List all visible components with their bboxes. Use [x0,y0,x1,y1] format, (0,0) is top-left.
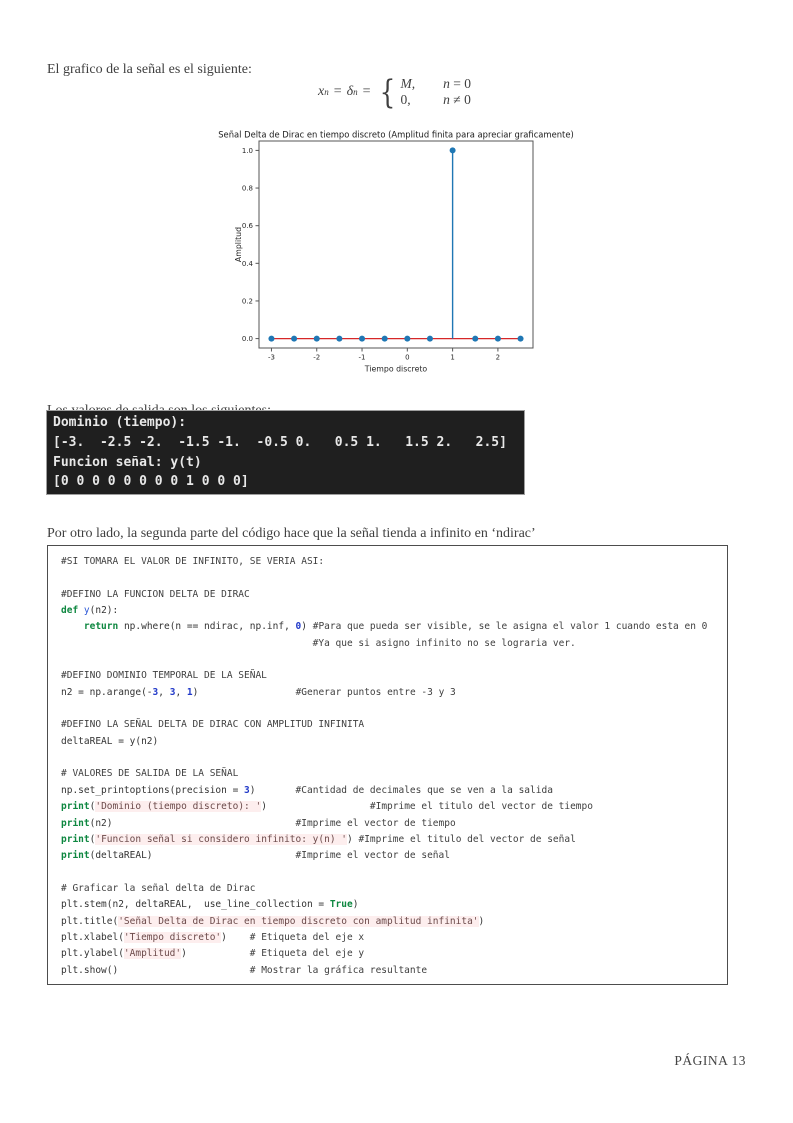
data-point [382,336,388,342]
data-point [472,336,478,342]
console-line: Dominio (tiempo): [53,415,187,430]
intro-paragraph: El grafico de la señal es el siguiente: [47,62,252,77]
equation-cases: M, n = 0 0, n ≠ 0 [400,76,472,107]
code-line: n2 = np.arange(-3, 3, 1) #Generar puntos entre -3 y 3 [61,686,456,698]
y-tick-label: 1.0 [241,146,253,155]
code-line: #DEFINO LA SEÑAL DELTA DE DIRAC CON AMPLITUD INFINITA [61,719,365,731]
data-point [268,336,274,342]
code-line: plt.show() # Mostrar la gráfica resultante [61,964,428,976]
code-line: print(deltaREAL) #Imprime el vector de señal [61,850,450,862]
delta-equation: x n = δ n = { M, n = 0 0, n ≠ 0 [318,72,472,111]
stem-plot-figure [195,128,598,380]
data-point [336,336,342,342]
x-tick-label: 1 [450,353,455,362]
chart-title: Señal Delta de Dirac en tiempo discreto (Amplitud finita para apreciar graficamente) [218,129,574,140]
console-line: [0 0 0 0 0 0 0 0 1 0 0 0] [53,474,249,490]
code-line: #DEFINO DOMINIO TEMPORAL DE LA SEÑAL [61,670,267,682]
code-line [61,652,715,668]
chart-svg [195,128,598,380]
x-tick-label: -2 [313,353,321,362]
code-line: #SI TOMARA EL VALOR DE INFINITO, SE VERIA ASI: [61,556,325,567]
code-line: plt.ylabel('Amplitud') # Etiqueta del eje y [61,948,365,960]
y-axis-label: Amplitud [234,226,243,263]
code-line: # VALORES DE SALIDA DE LA SEÑAL [61,768,239,780]
x-tick-label: 0 [405,353,410,362]
code-line: def y(n2): [61,605,119,617]
data-point [359,336,365,342]
console-line: Funcion señal: y(t) [53,454,202,470]
y-tick-label: 0.2 [241,297,253,306]
x-tick-label: -1 [358,353,366,362]
plot-area [259,141,533,348]
code-line: return np.where(n == ndirac, np.inf, 0) #Para que pueda ser visible, se le asigna el valor 1 cuando esta en 0 [83,621,708,633]
data-point [427,336,433,342]
data-point [450,147,456,153]
data-point [404,336,410,342]
code-line: print('Dominio (tiempo discreto): ') #Imprime el titulo del vector de tiempo [61,801,593,813]
code-line: plt.stem(n2, deltaREAL, use_line_collection = True) [61,899,359,911]
console-output [46,410,525,495]
code-line [61,750,715,766]
data-point [314,336,320,342]
code-line: deltaREAL = y(n2) [61,735,159,747]
console-line: [-3. -2.5 -2. -1.5 -1. -0.5 0. 0.5 1. 1.5 2. 2.5] [53,434,507,450]
code-line: #DEFINO LA FUNCION DELTA DE DIRAC [61,588,250,600]
equation-lhs: x [318,84,325,99]
code-line [61,570,715,586]
code-line: np.set_printoptions(precision = 3) #Cantidad de decimales que se ven a la salida [61,784,553,796]
page-number: PÁGINA 13 [674,1053,746,1068]
code-line: print('Funcion señal si considero infinito: y(n) ') #Imprime el titulo del vector de señal [61,833,576,845]
y-tick-label: 0.8 [241,184,253,193]
y-tick-label: 0.0 [241,335,253,344]
x-tick-label: -3 [267,353,275,362]
code-line [61,865,715,881]
code-line: #Ya que si asigno infinito no se lograria ver. [312,637,576,649]
code-line: plt.xlabel('Tiempo discreto') # Etiqueta del eje x [61,931,365,943]
code-line [61,701,715,717]
data-point [495,336,501,342]
code-line: # Graficar la señal delta de Dirac [61,882,256,894]
python-code-block [47,545,728,985]
equation-delta: δ [346,84,354,99]
x-axis-label: Tiempo discreto [364,364,428,374]
y-tick-label: 0.6 [241,222,253,231]
y-tick-label: 0.4 [241,259,253,268]
data-point [518,336,524,342]
code-line: plt.title('Señal Delta de Dirac en tiempo discreto con amplitud infinita') [61,915,485,927]
x-tick-label: 2 [495,353,501,362]
code-line: print(n2) #Imprime el vector de tiempo [61,817,456,829]
infinity-paragraph: Por otro lado, la segunda parte del código hace que la señal tienda a infinito en ‘ndirac’ [47,526,536,541]
data-point [291,336,297,342]
